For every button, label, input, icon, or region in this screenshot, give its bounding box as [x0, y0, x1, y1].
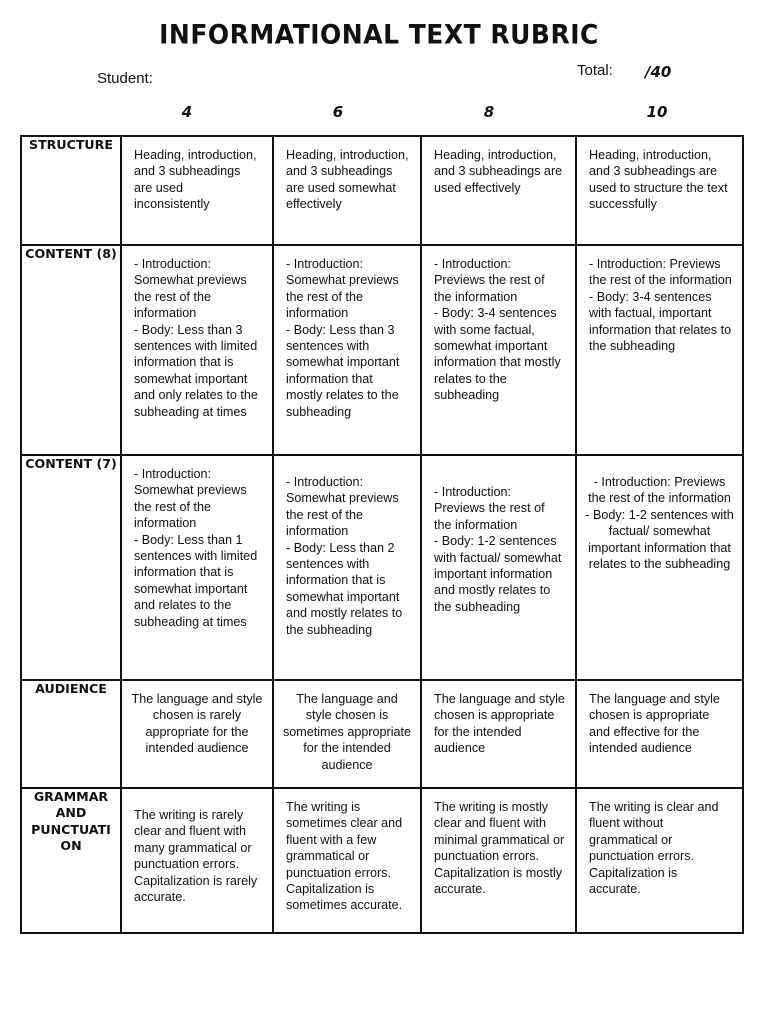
rubric-cell [421, 680, 576, 788]
cell-text: The language and style chosen is sometimes appropriate for the intended audience [282, 692, 412, 772]
table-row [21, 788, 743, 933]
cell-text: - Introduction: Previews the rest of the information - Body: 3-4 sentences with factual, important information that relates to the subheading [589, 257, 732, 354]
cell-text: The language and style chosen is appropriate for the intended audience [434, 692, 565, 756]
rubric-cell [121, 680, 273, 788]
category-grammar: GRAMMAR AND PUNCTUATI ON [21, 788, 121, 933]
rubric-cell [273, 245, 421, 455]
cell-text: Heading, introduction, and 3 subheadings are used inconsistently [134, 148, 257, 212]
cell-text: - Introduction: Previews the rest of the information - Body: 1-2 sentences with factual/ somewhat important information that relates to the subheading [585, 475, 734, 572]
cell-text: Heading, introduction, and 3 subheadings are used to structure the text successfully [589, 148, 728, 212]
cell-text: - Introduction: Somewhat previews the rest of the information - Body: Less than 2 sentences with information that is somewhat important and mostly relates to the subheading [286, 475, 403, 637]
table-row [21, 136, 743, 245]
table-row [21, 455, 743, 680]
student-label: Student: [97, 70, 153, 87]
rubric-cell [273, 136, 421, 245]
cell-text: - Introduction: Somewhat previews the rest of the information - Body: Less than 1 sentences with limited information that is somewhat important and relates to the subheading at times [134, 467, 258, 629]
cell-text: - Introduction: Previews the rest of the information - Body: 3-4 sentences with some factual, somewhat important information that mostly relates to the subheading [434, 257, 561, 403]
rubric-cell [421, 136, 576, 245]
cell-text: - Introduction: Previews the rest of the information - Body: 1-2 sentences with factual/ somewhat important information and mostly relates to the subheading [434, 485, 562, 614]
rubric-cell [121, 136, 273, 245]
score-header-4: 4 [181, 103, 193, 121]
rubric-cell [576, 680, 743, 788]
rubric-table [20, 135, 744, 934]
table-row [21, 680, 743, 788]
cell-text: Heading, introduction, and 3 subheadings are used effectively [434, 148, 563, 195]
cell-text: The writing is sometimes clear and fluent with a few grammatical or punctuation errors. Capitalization is sometimes accurate. [286, 800, 403, 913]
rubric-cell [121, 455, 273, 680]
category-content-8: CONTENT (8) [21, 245, 121, 455]
rubric-cell [576, 245, 743, 455]
cell-text: - Introduction: Somewhat previews the rest of the information - Body: Less than 3 sentences with limited information that is somewhat important and only relates to the subheading at times [134, 257, 258, 419]
rubric-cell [576, 455, 743, 680]
cell-text: The writing is rarely clear and fluent with many grammatical or punctuation errors. Capitalization is rarely accurate. [134, 808, 258, 905]
cell-text: The language and style chosen is rarely appropriate for the intended audience [131, 692, 263, 756]
category-content-7: CONTENT (7) [21, 455, 121, 680]
rubric-cell [421, 245, 576, 455]
total-label: Total: [577, 62, 613, 79]
table-row [21, 245, 743, 455]
score-header-8: 8 [483, 103, 495, 121]
category-audience: AUDIENCE [21, 680, 121, 788]
score-header-6: 6 [332, 103, 344, 121]
total-value: /40 [645, 63, 672, 81]
cell-text: The writing is mostly clear and fluent with minimal grammatical or punctuation errors. Capitalization is mostly accurate. [434, 800, 565, 897]
rubric-cell [273, 455, 421, 680]
page-title: INFORMATIONAL TEXT RUBRIC [159, 19, 599, 50]
rubric-cell [273, 680, 421, 788]
cell-text: - Introduction: Somewhat previews the rest of the information - Body: Less than 3 sentences with somewhat important information that mostly relates to the subheading [286, 257, 400, 419]
score-header-10: 10 [646, 103, 668, 121]
cell-text: The language and style chosen is appropriate and effective for the intended audience [589, 692, 720, 756]
rubric-cell [576, 788, 743, 933]
rubric-cell [421, 788, 576, 933]
rubric-cell [121, 788, 273, 933]
category-structure: STRUCTURE [21, 136, 121, 245]
cell-text: Heading, introduction, and 3 subheadings are used somewhat effectively [286, 148, 409, 212]
rubric-cell [273, 788, 421, 933]
rubric-cell [576, 136, 743, 245]
rubric-cell [421, 455, 576, 680]
cell-text: The writing is clear and fluent without grammatical or punctuation errors. Capitalization is accurate. [589, 800, 719, 897]
rubric-cell [121, 245, 273, 455]
